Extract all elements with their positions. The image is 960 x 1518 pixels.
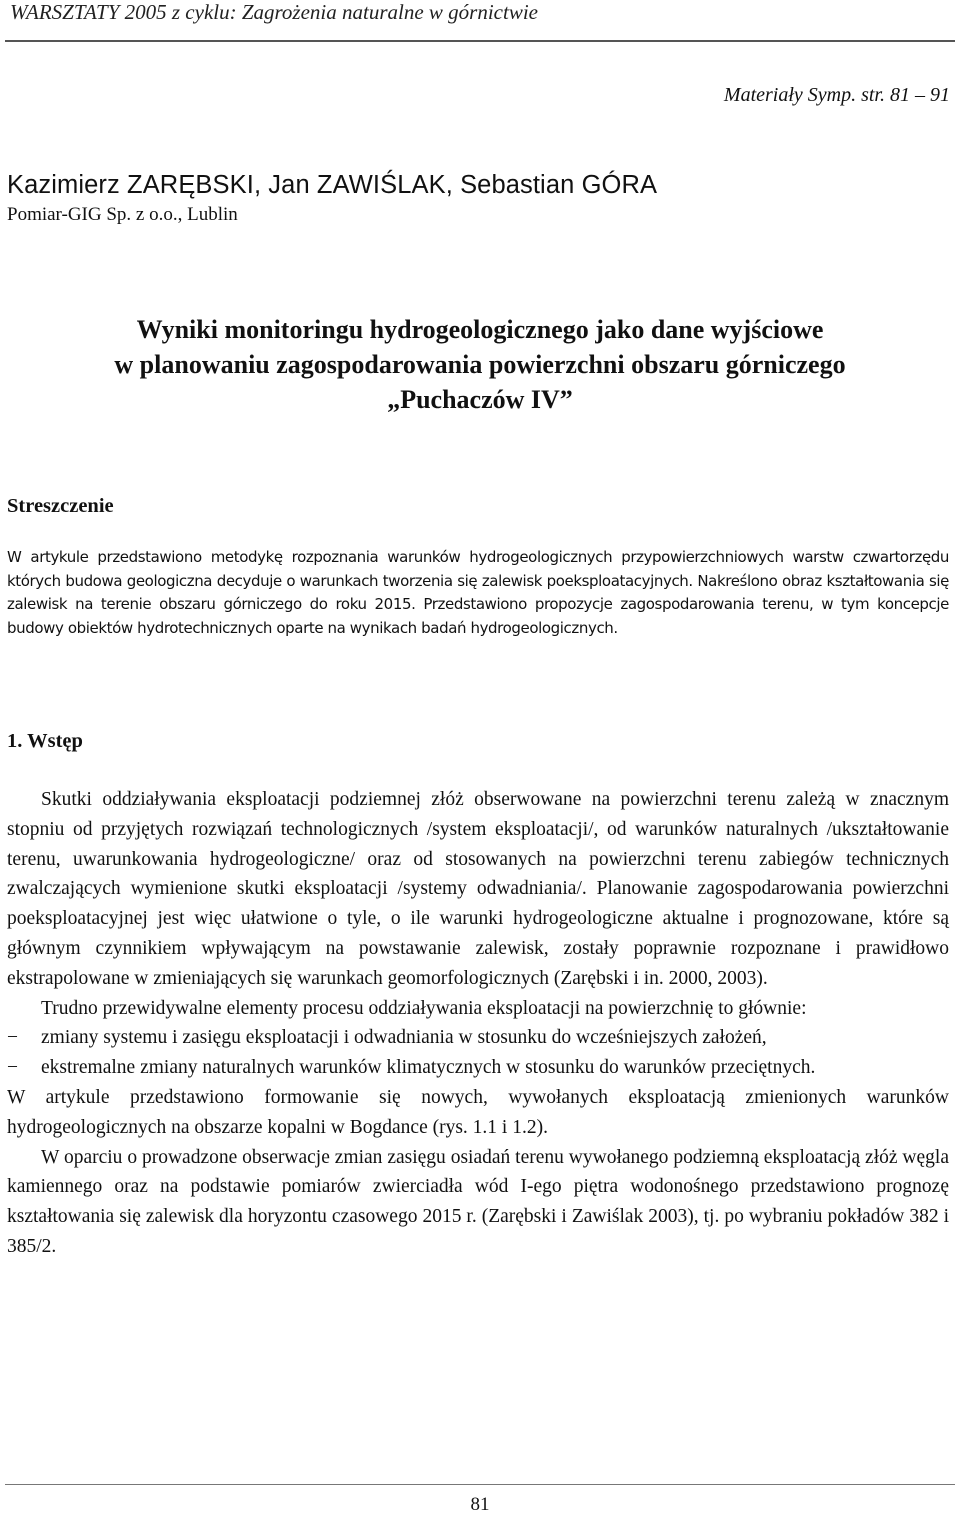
list-item xyxy=(7,1023,949,1053)
page-number: 81 xyxy=(470,1494,490,1515)
abstract-heading: Streszczenie xyxy=(7,495,114,517)
affiliation: Pomiar-GIG Sp. z o.o., Lublin xyxy=(7,204,238,225)
paragraph: Trudno przewidywalne elementy procesu oddziaływania eksploatacji na powierzchnię to głównie: xyxy=(41,997,807,1019)
title-line: „Puchaczów IV” xyxy=(387,385,573,414)
paragraph: Skutki oddziaływania eksploatacji podziemnej złóż obserwowane na powierzchni terenu zależą w znacznym stopniu od przyjętych rozwiązań technologicznych /system eksploatacji/, od warunków naturalnych /ukształtowanie terenu, uwarunkowania hydrogeologiczne/ oraz od stosowanych na powierzchni terenu zabiegów technicznych zwalczających wymienione skutki eksploatacji /systemy odwadniania/. Planowanie zagospodarowania powierzchni poeksploatacyjnej jest więc ułatwione o tyle, o ile warunki hydrogeologiczne aktualne i prognozowane, które są głównym czynnikiem wpływającym na powstawanie zalewisk, zostały poprawnie rozpoznane i prawidłowo ekstrapolowane w zmieniających się warunkach geomorfologicznych (Zarębski i in. 2000, 2003). xyxy=(7,789,949,989)
materials-reference: Materiały Symp. str. 81 – 91 xyxy=(723,84,950,106)
section-heading: 1. Wstęp xyxy=(7,730,83,752)
header-divider xyxy=(5,40,955,42)
authors: Kazimierz ZARĘBSKI, Jan ZAWIŚLAK, Sebastian GÓRA xyxy=(7,171,658,199)
list-item-text: zmiany systemu i zasięgu eksploatacji i odwadniania w stosunku do wcześniejszych założeń, xyxy=(41,1027,767,1049)
dash-bullet: − xyxy=(7,1027,18,1049)
dash-bullet: − xyxy=(7,1057,18,1079)
article-title xyxy=(0,312,960,417)
title-line: w planowaniu zagospodarowania powierzchni obszaru górniczego xyxy=(114,350,846,379)
paragraph: W oparciu o prowadzone obserwacje zmian zasięgu osiadań terenu wywołanego podziemną eksploatacją złóż węgla kamiennego oraz na podstawie pomiarów zwierciadła wód I-ego piętra wodonośnego przedstawiono prognozę kształtowania się zalewisk dla horyzontu czasowego 2015 r. (Zarębski i Zawiślak 2003), tj. po wybraniu pokładów 382 i 385/2. xyxy=(7,1146,949,1257)
list-item xyxy=(7,1053,949,1083)
title-line: Wyniki monitoringu hydrogeologicznego jako dane wyjściowe xyxy=(136,315,824,344)
list-item-text: ekstremalne zmiany naturalnych warunków klimatycznych w stosunku do warunków przeciętnych. xyxy=(41,1057,816,1079)
footer-divider xyxy=(5,1484,955,1485)
running-header: WARSZTATY 2005 z cyklu: Zagrożenia naturalne w górnictwie xyxy=(10,0,538,24)
section-body xyxy=(7,785,949,1262)
abstract-text: W artykule przedstawiono metodykę rozpoznania warunków hydrogeologicznych przypowierzchniowych warstw czwartorzędu których budowa geologiczna decyduje o warunkach tworzenia się zalewisk poeksploatacyjnych. Nakreślono obraz kształtowania się zalewisk na terenie obszaru górniczego do roku 2015. Przedstawiono propozycje zagospodarowania terenu, w tym koncepcje budowy obiektów hydrotechnicznych oparte na wynikach badań hydrogeologicznych. xyxy=(7,548,949,637)
paragraph: W artykule przedstawiono formowanie się nowych, wywołanych eksploatacją zmienionych warunków hydrogeologicznych na obszarze kopalni w Bogdance (rys. 1.1 i 1.2). xyxy=(7,1086,949,1138)
bullet-list xyxy=(7,1023,949,1083)
